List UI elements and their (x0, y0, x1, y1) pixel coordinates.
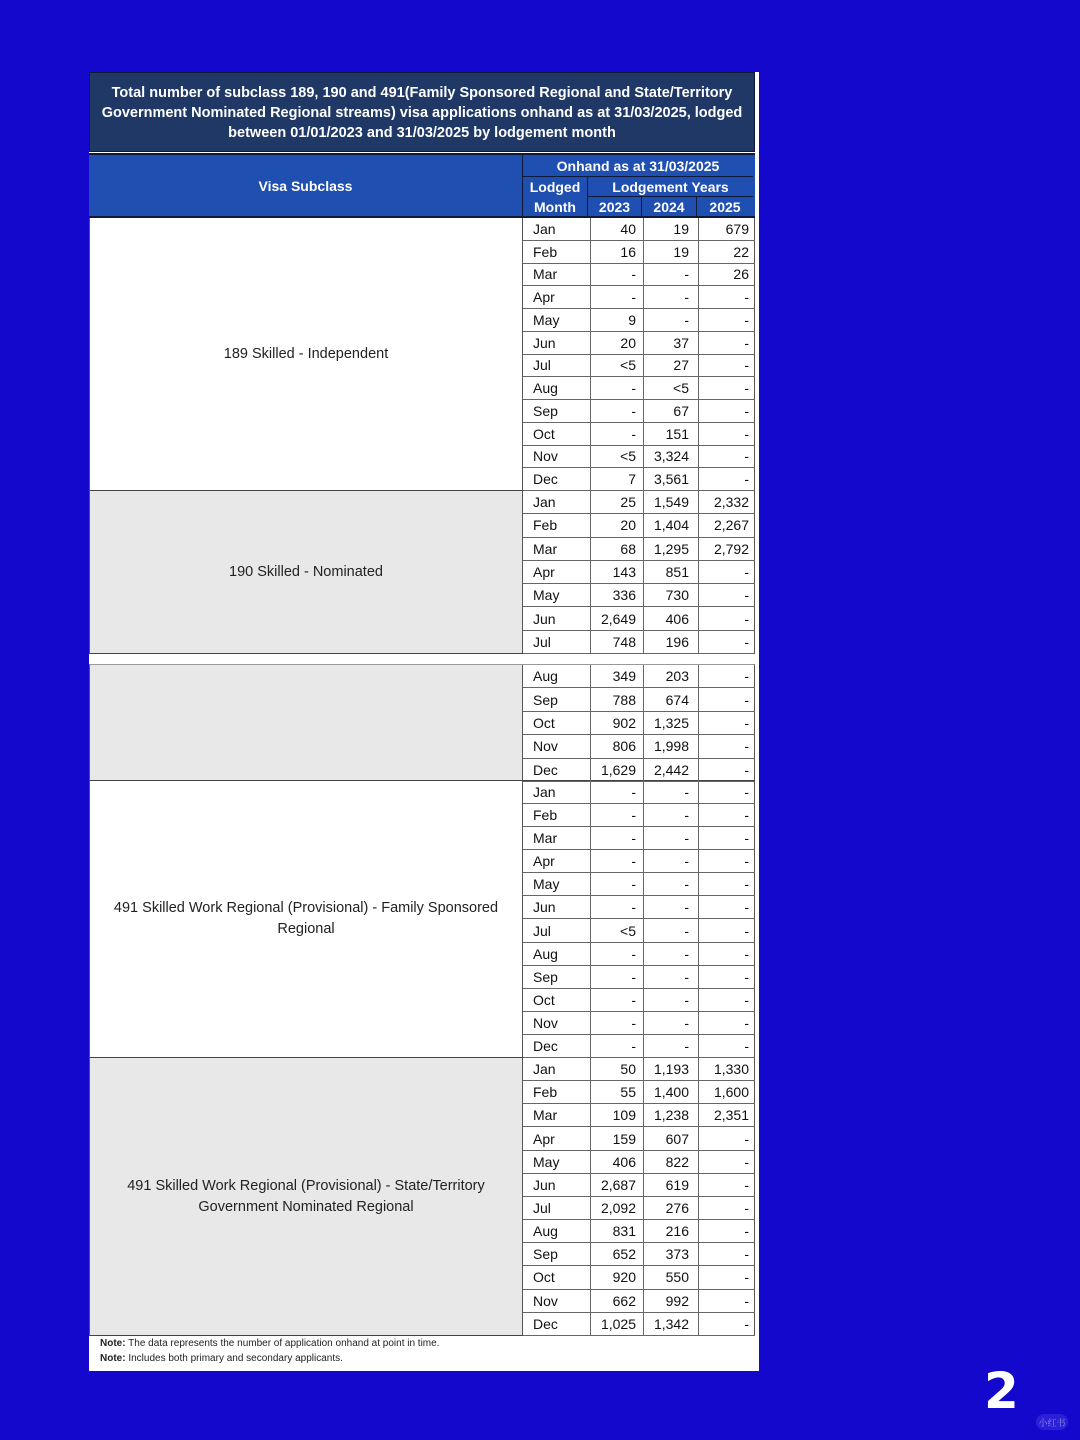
value-2023-cell: 2,687 (590, 1174, 642, 1196)
value-2025-cell: - (698, 1127, 755, 1149)
month-cell: May (533, 1153, 560, 1170)
header-month: Month (534, 198, 576, 215)
value-2025-cell: - (698, 827, 755, 849)
month-cell: Aug (533, 1223, 558, 1240)
table-row (523, 896, 755, 919)
table-row (523, 1197, 755, 1220)
table-row (523, 943, 755, 966)
visa-subclass-label: 189 Skilled - Independent (90, 218, 523, 490)
value-2023-cell: 20 (590, 514, 642, 536)
value-2023-cell: 50 (590, 1058, 642, 1080)
value-2023-cell: 2,649 (590, 607, 642, 629)
value-2023-cell: 68 (590, 538, 642, 560)
table-row (523, 712, 755, 735)
value-2024-cell: <5 (643, 377, 698, 399)
month-cell: May (533, 876, 560, 893)
value-2023-cell: - (590, 423, 642, 445)
value-2025-cell: - (698, 1012, 755, 1034)
month-cell: Oct (533, 714, 555, 731)
value-2023-cell: - (590, 377, 642, 399)
value-2025-cell: 22 (698, 241, 755, 263)
table-row (523, 1220, 755, 1243)
value-2023-cell: 109 (590, 1104, 642, 1126)
table-row (523, 1313, 755, 1336)
value-2023-cell: - (590, 781, 642, 803)
header-visa-subclass: Visa Subclass (258, 177, 353, 194)
watermark-logo: 小红书 (1036, 1414, 1068, 1430)
value-2025-cell: - (698, 286, 755, 308)
value-2025-cell: - (698, 665, 755, 687)
table-row (523, 355, 755, 378)
value-2025-cell: - (698, 759, 755, 781)
month-cell: May (533, 587, 560, 604)
value-2024-cell: 550 (643, 1266, 698, 1288)
value-2025-cell: - (698, 1174, 755, 1196)
value-2025-cell: - (698, 561, 755, 583)
value-2023-cell: 2,092 (590, 1197, 642, 1219)
visa-block (89, 491, 755, 654)
month-cell: Dec (533, 471, 558, 488)
notes (100, 1336, 439, 1366)
table-row (523, 377, 755, 400)
month-cell: Feb (533, 807, 558, 824)
value-2023-cell: 662 (590, 1290, 642, 1312)
value-2024-cell: - (643, 896, 698, 918)
month-cell: Mar (533, 1107, 558, 1124)
month-cell: Sep (533, 691, 558, 708)
value-2023-cell: 652 (590, 1243, 642, 1265)
table-row (523, 218, 755, 241)
table-row (523, 400, 755, 423)
value-2023-cell: - (590, 286, 642, 308)
table-row (523, 538, 755, 561)
month-cell: Jun (533, 1176, 556, 1193)
value-2024-cell: - (643, 264, 698, 286)
value-2024-cell: - (643, 873, 698, 895)
value-2025-cell: - (698, 989, 755, 1011)
month-cell: Nov (533, 448, 558, 465)
visa-block (89, 664, 755, 781)
value-2023-cell: 25 (590, 491, 642, 513)
visa-subclass-label: 491 Skilled Work Regional (Provisional) - Family Sponsored Regional (90, 781, 523, 1057)
table-row (523, 665, 755, 688)
month-cell: May (533, 311, 560, 328)
month-cell: Jul (533, 1200, 551, 1217)
value-2023-cell: 20 (590, 332, 642, 354)
table-row (523, 966, 755, 989)
value-2023-cell: - (590, 827, 642, 849)
value-2025-cell: 1,600 (698, 1081, 755, 1103)
value-2024-cell: 1,549 (643, 491, 698, 513)
table-row (523, 1104, 755, 1127)
table-row (523, 781, 755, 804)
value-2023-cell: <5 (590, 446, 642, 468)
table-row (523, 446, 755, 469)
value-2023-cell: 806 (590, 735, 642, 757)
value-2023-cell: 748 (590, 631, 642, 653)
value-2024-cell: 37 (643, 332, 698, 354)
value-2025-cell: 2,332 (698, 491, 755, 513)
visa-subclass-label: 491 Skilled Work Regional (Provisional) - State/Territory Government Nominated Regional (90, 1058, 523, 1335)
table-row (523, 423, 755, 446)
table-row (523, 827, 755, 850)
value-2023-cell: - (590, 1012, 642, 1034)
value-2024-cell: - (643, 850, 698, 872)
value-2023-cell: - (590, 873, 642, 895)
month-cell: Apr (533, 563, 555, 580)
table-row (523, 561, 755, 584)
value-2023-cell: 9 (590, 309, 642, 331)
table-row (523, 735, 755, 758)
value-2025-cell: - (698, 688, 755, 710)
value-2023-cell: 16 (590, 241, 642, 263)
value-2023-cell: - (590, 1035, 642, 1057)
table-row (523, 264, 755, 287)
value-2025-cell: 2,792 (698, 538, 755, 560)
visa-subclass-label: 190 Skilled - Nominated (90, 491, 523, 653)
month-cell: Mar (533, 266, 558, 283)
value-2025-cell: - (698, 1151, 755, 1173)
value-2024-cell: 3,561 (643, 468, 698, 490)
value-2023-cell: <5 (590, 355, 642, 377)
table-row (523, 919, 755, 942)
visa-block (89, 1058, 755, 1336)
month-cell: Jun (533, 899, 556, 916)
value-2023-cell: 143 (590, 561, 642, 583)
value-2024-cell: 1,238 (643, 1104, 698, 1126)
value-2024-cell: 674 (643, 688, 698, 710)
table-row (523, 309, 755, 332)
header-lodged: Lodged (529, 178, 581, 195)
value-2024-cell: 851 (643, 561, 698, 583)
value-2025-cell: - (698, 1220, 755, 1242)
month-cell: Jan (533, 1061, 556, 1078)
value-2024-cell: 27 (643, 355, 698, 377)
table-row (523, 1243, 755, 1266)
value-2024-cell: 406 (643, 607, 698, 629)
value-2024-cell: 619 (643, 1174, 698, 1196)
value-2025-cell: - (698, 735, 755, 757)
table-row (523, 631, 755, 654)
visa-subclass-label (90, 665, 523, 780)
value-2025-cell: - (698, 781, 755, 803)
month-cell: Aug (533, 380, 558, 397)
month-cell: Oct (533, 425, 555, 442)
table-row (523, 1151, 755, 1174)
month-cell: Sep (533, 402, 558, 419)
value-2023-cell: - (590, 264, 642, 286)
value-2024-cell: 607 (643, 1127, 698, 1149)
value-2023-cell: - (590, 400, 642, 422)
note-line: Note: Includes both primary and secondary applicants. (100, 1353, 343, 1364)
value-2025-cell: - (698, 1243, 755, 1265)
note-line: Note: The data represents the number of application onhand at point in time. (100, 1338, 440, 1349)
value-2024-cell: - (643, 943, 698, 965)
value-2024-cell: - (643, 989, 698, 1011)
value-2023-cell: 1,025 (590, 1313, 642, 1335)
value-2025-cell: - (698, 873, 755, 895)
value-2024-cell: 822 (643, 1151, 698, 1173)
value-2024-cell: - (643, 781, 698, 803)
value-2025-cell: - (698, 966, 755, 988)
value-2025-cell: - (698, 1197, 755, 1219)
month-cell: Aug (533, 945, 558, 962)
table-row (523, 873, 755, 896)
value-2023-cell: <5 (590, 919, 642, 941)
table-row (523, 1127, 755, 1150)
month-cell: Mar (533, 540, 558, 557)
value-2025-cell: - (698, 309, 755, 331)
table-row (523, 688, 755, 711)
month-cell: Nov (533, 738, 558, 755)
value-2023-cell: 159 (590, 1127, 642, 1149)
month-cell: Jan (533, 494, 556, 511)
value-2023-cell: 336 (590, 584, 642, 606)
table-row (523, 1081, 755, 1104)
document-page (89, 72, 759, 1371)
page-number: 2 (984, 1362, 1019, 1420)
table-row (523, 1058, 755, 1081)
month-cell: Oct (533, 1269, 555, 1286)
value-2024-cell: 67 (643, 400, 698, 422)
value-2024-cell: - (643, 919, 698, 941)
month-cell: Feb (533, 517, 558, 534)
value-2025-cell: - (698, 468, 755, 490)
value-2023-cell: 40 (590, 218, 642, 240)
value-2025-cell: - (698, 1035, 755, 1057)
value-2024-cell: 1,404 (643, 514, 698, 536)
value-2024-cell: 373 (643, 1243, 698, 1265)
table-row (523, 1174, 755, 1197)
value-2025-cell: - (698, 446, 755, 468)
value-2023-cell: - (590, 850, 642, 872)
value-2024-cell: - (643, 966, 698, 988)
value-2025-cell: - (698, 1313, 755, 1335)
table-row (523, 804, 755, 827)
value-2023-cell: 1,629 (590, 759, 642, 781)
header-onhand: Onhand as at 31/03/2025 (556, 157, 720, 174)
month-cell: Mar (533, 830, 558, 847)
value-2024-cell: 1,342 (643, 1313, 698, 1335)
value-2024-cell: 1,295 (643, 538, 698, 560)
value-2023-cell: - (590, 966, 642, 988)
value-2025-cell: 2,351 (698, 1104, 755, 1126)
value-2023-cell: - (590, 989, 642, 1011)
value-2025-cell: - (698, 919, 755, 941)
value-2025-cell: - (698, 1266, 755, 1288)
value-2024-cell: - (643, 1035, 698, 1057)
month-cell: Jun (533, 334, 556, 351)
value-2025-cell: 2,267 (698, 514, 755, 536)
table-title: Total number of subclass 189, 190 and 491(Family Sponsored Regional and State/Territory Government Nominated Regional streams) visa applications onhand as at 31/03/2025, lodged between 01/01/2023 and 31/03/2025 by lodgement month (89, 72, 755, 152)
value-2024-cell: - (643, 827, 698, 849)
table-row (523, 241, 755, 264)
value-2024-cell: 19 (643, 218, 698, 240)
month-cell: Jun (533, 610, 556, 627)
value-2024-cell: 1,193 (643, 1058, 698, 1080)
value-2024-cell: 276 (643, 1197, 698, 1219)
header-year-2025: 2025 (709, 198, 741, 215)
table-row (523, 989, 755, 1012)
month-cell: Dec (533, 1315, 558, 1332)
value-2025-cell: - (698, 804, 755, 826)
value-2025-cell: - (698, 400, 755, 422)
month-cell: Jul (533, 357, 551, 374)
month-cell: Jan (533, 220, 556, 237)
table-row (523, 1012, 755, 1035)
value-2024-cell: 196 (643, 631, 698, 653)
table-row (523, 1035, 755, 1058)
value-2024-cell: 730 (643, 584, 698, 606)
month-cell: Sep (533, 1246, 558, 1263)
value-2025-cell: 26 (698, 264, 755, 286)
month-cell: Dec (533, 761, 558, 778)
value-2024-cell: 203 (643, 665, 698, 687)
month-cell: Nov (533, 1014, 558, 1031)
value-2024-cell: - (643, 286, 698, 308)
value-2025-cell: - (698, 355, 755, 377)
value-2024-cell: 19 (643, 241, 698, 263)
visa-block (89, 781, 755, 1058)
value-2023-cell: 406 (590, 1151, 642, 1173)
value-2025-cell: - (698, 943, 755, 965)
value-2024-cell: 3,324 (643, 446, 698, 468)
value-2025-cell: - (698, 850, 755, 872)
value-2024-cell: - (643, 804, 698, 826)
table-row (523, 286, 755, 309)
value-2024-cell: 992 (643, 1290, 698, 1312)
value-2024-cell: 2,442 (643, 759, 698, 781)
value-2024-cell: - (643, 309, 698, 331)
month-cell: Nov (533, 1292, 558, 1309)
table-header (89, 153, 755, 218)
value-2024-cell: 216 (643, 1220, 698, 1242)
value-2025-cell: - (698, 423, 755, 445)
value-2025-cell: - (698, 607, 755, 629)
value-2023-cell: - (590, 804, 642, 826)
month-cell: Apr (533, 853, 555, 870)
header-lodgement-years: Lodgement Years (612, 178, 729, 195)
value-2023-cell: - (590, 943, 642, 965)
value-2023-cell: 349 (590, 665, 642, 687)
value-2025-cell: - (698, 631, 755, 653)
table-row (523, 332, 755, 355)
month-cell: Jul (533, 922, 551, 939)
table-row (523, 584, 755, 607)
table-row (523, 759, 755, 782)
value-2025-cell: 679 (698, 218, 755, 240)
value-2024-cell: 1,325 (643, 712, 698, 734)
value-2024-cell: 1,400 (643, 1081, 698, 1103)
month-cell: Oct (533, 991, 555, 1008)
value-2023-cell: 902 (590, 712, 642, 734)
visa-block (89, 218, 755, 491)
table-row (523, 1290, 755, 1313)
month-cell: Sep (533, 968, 558, 985)
value-2024-cell: 151 (643, 423, 698, 445)
header-year-2024: 2024 (653, 198, 685, 215)
value-2025-cell: - (698, 1290, 755, 1312)
table-row (523, 850, 755, 873)
month-cell: Feb (533, 1084, 558, 1101)
value-2024-cell: - (643, 1012, 698, 1034)
month-cell: Jan (533, 784, 556, 801)
table-row (523, 607, 755, 630)
table-row (523, 514, 755, 537)
value-2023-cell: 831 (590, 1220, 642, 1242)
value-2023-cell: 788 (590, 688, 642, 710)
value-2023-cell: - (590, 896, 642, 918)
month-cell: Feb (533, 243, 558, 260)
value-2025-cell: 1,330 (698, 1058, 755, 1080)
table-row (523, 491, 755, 514)
month-cell: Aug (533, 668, 558, 685)
value-2025-cell: - (698, 896, 755, 918)
value-2025-cell: - (698, 712, 755, 734)
table-row (523, 468, 755, 491)
value-2024-cell: 1,998 (643, 735, 698, 757)
month-cell: Apr (533, 289, 555, 306)
value-2023-cell: 55 (590, 1081, 642, 1103)
month-cell: Apr (533, 1130, 555, 1147)
value-2023-cell: 7 (590, 468, 642, 490)
month-cell: Jul (533, 633, 551, 650)
table-row (523, 1266, 755, 1289)
header-year-2023: 2023 (598, 198, 631, 215)
value-2023-cell: 920 (590, 1266, 642, 1288)
value-2025-cell: - (698, 332, 755, 354)
value-2025-cell: - (698, 377, 755, 399)
month-cell: Dec (533, 1037, 558, 1054)
value-2025-cell: - (698, 584, 755, 606)
